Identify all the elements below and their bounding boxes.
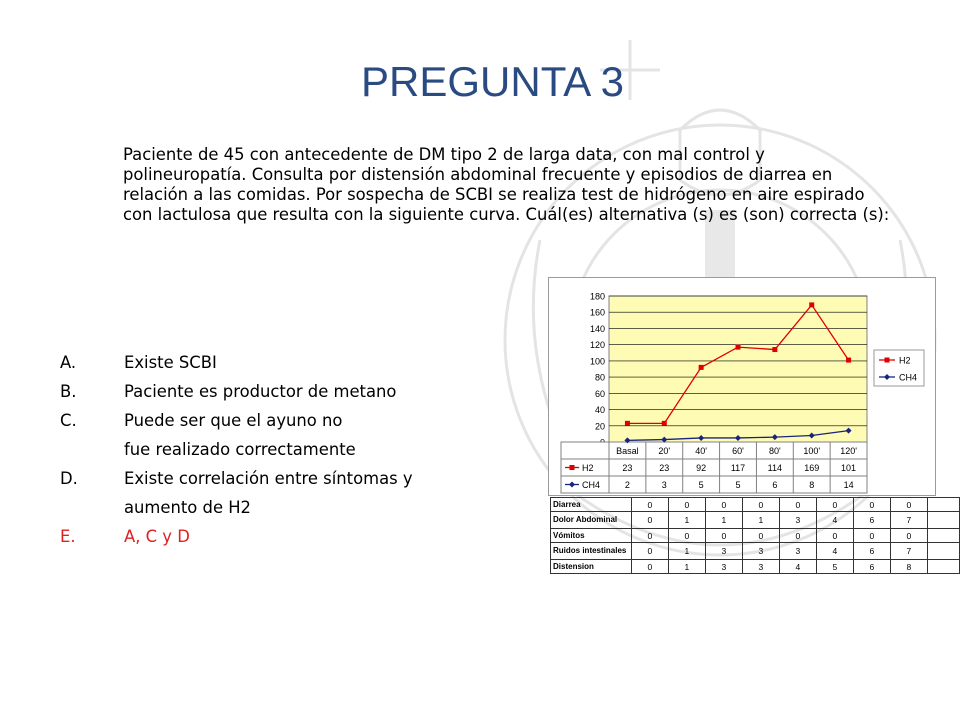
symptom-value: 1	[668, 512, 705, 529]
symptom-value: 0	[631, 560, 668, 574]
symptom-value: 0	[890, 529, 927, 543]
symptom-value: 6	[853, 560, 890, 574]
data-table-value: 117	[730, 463, 746, 473]
y-tick-label: 20	[594, 421, 605, 432]
h2-point	[736, 345, 741, 350]
y-tick-label: 80	[594, 372, 605, 383]
symptom-value: 0	[668, 529, 705, 543]
symptom-table	[550, 497, 960, 574]
symptom-label: Distension	[551, 560, 632, 574]
symptom-label: Ruidos intestinales	[551, 543, 632, 560]
option-e[interactable]	[60, 522, 464, 551]
symptom-value: 0	[816, 498, 853, 512]
answer-options	[60, 348, 464, 551]
symptom-value: 8	[890, 560, 927, 574]
symptom-value: 7	[890, 543, 927, 560]
symptom-value: 4	[816, 543, 853, 560]
symptom-blank-cell	[927, 512, 959, 529]
data-table-value: 8	[809, 480, 815, 490]
symptom-value: 0	[631, 512, 668, 529]
x-category-label: 100'	[803, 446, 821, 456]
option-letter: C.	[60, 411, 77, 430]
symptom-value: 4	[816, 512, 853, 529]
symptom-value: 1	[668, 543, 705, 560]
symptom-label: Vómitos	[551, 529, 632, 543]
symptom-value: 6	[853, 512, 890, 529]
y-tick-label: 180	[589, 291, 605, 302]
option-letter: D.	[60, 469, 78, 488]
data-table-value: 6	[772, 480, 778, 490]
option-letter: A.	[60, 353, 77, 372]
data-table-value: 92	[696, 463, 707, 473]
h2-point	[625, 421, 630, 426]
option-letter: B.	[60, 382, 77, 401]
h2-point	[846, 358, 851, 363]
symptom-row	[551, 543, 960, 560]
symptom-value: 0	[705, 498, 742, 512]
symptom-value: 0	[816, 529, 853, 543]
symptom-row	[551, 498, 960, 512]
option-text: Paciente es productor de metano	[124, 382, 397, 401]
data-table-frame	[561, 442, 867, 493]
x-category-label: 40'	[695, 446, 708, 456]
option-text: Existe correlación entre síntomas y aumento de H2	[124, 469, 413, 517]
symptom-value: 1	[742, 512, 779, 529]
symptom-value: 0	[631, 529, 668, 543]
plot-area	[609, 296, 867, 442]
x-category-label: 80'	[768, 446, 781, 456]
symptom-blank-cell	[927, 560, 959, 574]
data-table-value: 3	[661, 480, 667, 490]
symptom-value: 3	[779, 543, 816, 560]
chart-svg	[549, 278, 935, 495]
symptom-value: 6	[853, 543, 890, 560]
option-b[interactable]	[60, 377, 464, 406]
symptom-value: 0	[742, 529, 779, 543]
data-table-value: 23	[659, 463, 670, 473]
legend-key-marker	[885, 358, 890, 363]
data-table-value: 23	[622, 463, 633, 473]
option-a[interactable]	[60, 348, 464, 377]
symptom-value: 3	[705, 560, 742, 574]
legend-label: H2	[899, 355, 911, 366]
option-letter: E.	[60, 527, 76, 546]
symptom-value: 0	[853, 498, 890, 512]
question-text: Paciente de 45 con antecedente de DM tipo 2 de larga data, con mal control y polineuropatía. Consulta por distensión abdominal frecuente y episodios de diarrea en relación a las comidas. Por sospecha de SCBI se realiza test de hidrógeno en aire espirado con lactulosa que resulta con la siguiente curva. Cuál(es) alternativa (s) es (son) correcta (s):	[123, 145, 890, 224]
x-category-label: 60'	[732, 446, 744, 456]
symptom-value: 1	[705, 512, 742, 529]
symptom-blank-cell	[927, 529, 959, 543]
symptom-value: 0	[779, 529, 816, 543]
symptom-row	[551, 512, 960, 529]
data-table-value: 2	[624, 480, 630, 490]
symptom-value: 3	[779, 512, 816, 529]
x-category-label: 120'	[840, 446, 857, 456]
x-category-label: 20'	[658, 446, 671, 456]
symptom-value: 3	[705, 543, 742, 560]
option-c[interactable]	[60, 406, 464, 464]
slide-title: PREGUNTA 3	[361, 58, 624, 105]
symptom-value: 7	[890, 512, 927, 529]
table-series-name: CH4	[582, 480, 601, 490]
symptom-value: 4	[779, 560, 816, 574]
data-table-value: 14	[843, 480, 854, 490]
data-table-value: 5	[735, 480, 741, 490]
symptom-value: 0	[705, 529, 742, 543]
symptom-value: 1	[668, 560, 705, 574]
breath-test-chart	[548, 277, 936, 496]
y-tick-label: 60	[594, 388, 605, 399]
symptom-value: 0	[631, 498, 668, 512]
data-table-value: 169	[804, 463, 820, 473]
legend-label: CH4	[899, 372, 918, 383]
symptom-value: 0	[668, 498, 705, 512]
symptom-value: 0	[742, 498, 779, 512]
symptom-value: 0	[853, 529, 890, 543]
table-series-name: H2	[582, 463, 594, 473]
option-text: Existe SCBI	[124, 353, 217, 372]
h2-point	[662, 421, 667, 426]
y-tick-label: 100	[589, 356, 605, 367]
symptom-label: Diarrea	[551, 498, 632, 512]
h2-point	[772, 347, 777, 352]
symptom-row	[551, 560, 960, 574]
symptom-blank-cell	[927, 498, 959, 512]
y-tick-label: 120	[589, 340, 605, 351]
legend-key-marker	[884, 374, 890, 380]
symptom-row	[551, 529, 960, 543]
y-tick-label: 160	[589, 307, 605, 318]
h2-point	[699, 365, 704, 370]
symptom-value: 5	[816, 560, 853, 574]
data-table-value: 101	[841, 463, 857, 473]
symptom-value: 3	[742, 543, 779, 560]
option-text: A, C y D	[124, 527, 190, 546]
h2-point	[809, 302, 814, 307]
data-table-value: 5	[698, 480, 704, 490]
y-tick-label: 140	[589, 323, 605, 334]
option-text: Puede ser que el ayuno no fue realizado correctamente	[124, 411, 356, 459]
data-table-value: 114	[767, 463, 783, 473]
table-key-marker	[570, 465, 575, 470]
y-tick-label: 40	[594, 405, 605, 416]
option-d[interactable]	[60, 464, 464, 522]
symptom-value: 3	[742, 560, 779, 574]
symptom-label: Dolor Abdominal	[551, 512, 632, 529]
x-category-label: Basal	[616, 446, 639, 456]
symptom-blank-cell	[927, 543, 959, 560]
symptom-value: 0	[890, 498, 927, 512]
symptom-value: 0	[779, 498, 816, 512]
symptom-value: 0	[631, 543, 668, 560]
